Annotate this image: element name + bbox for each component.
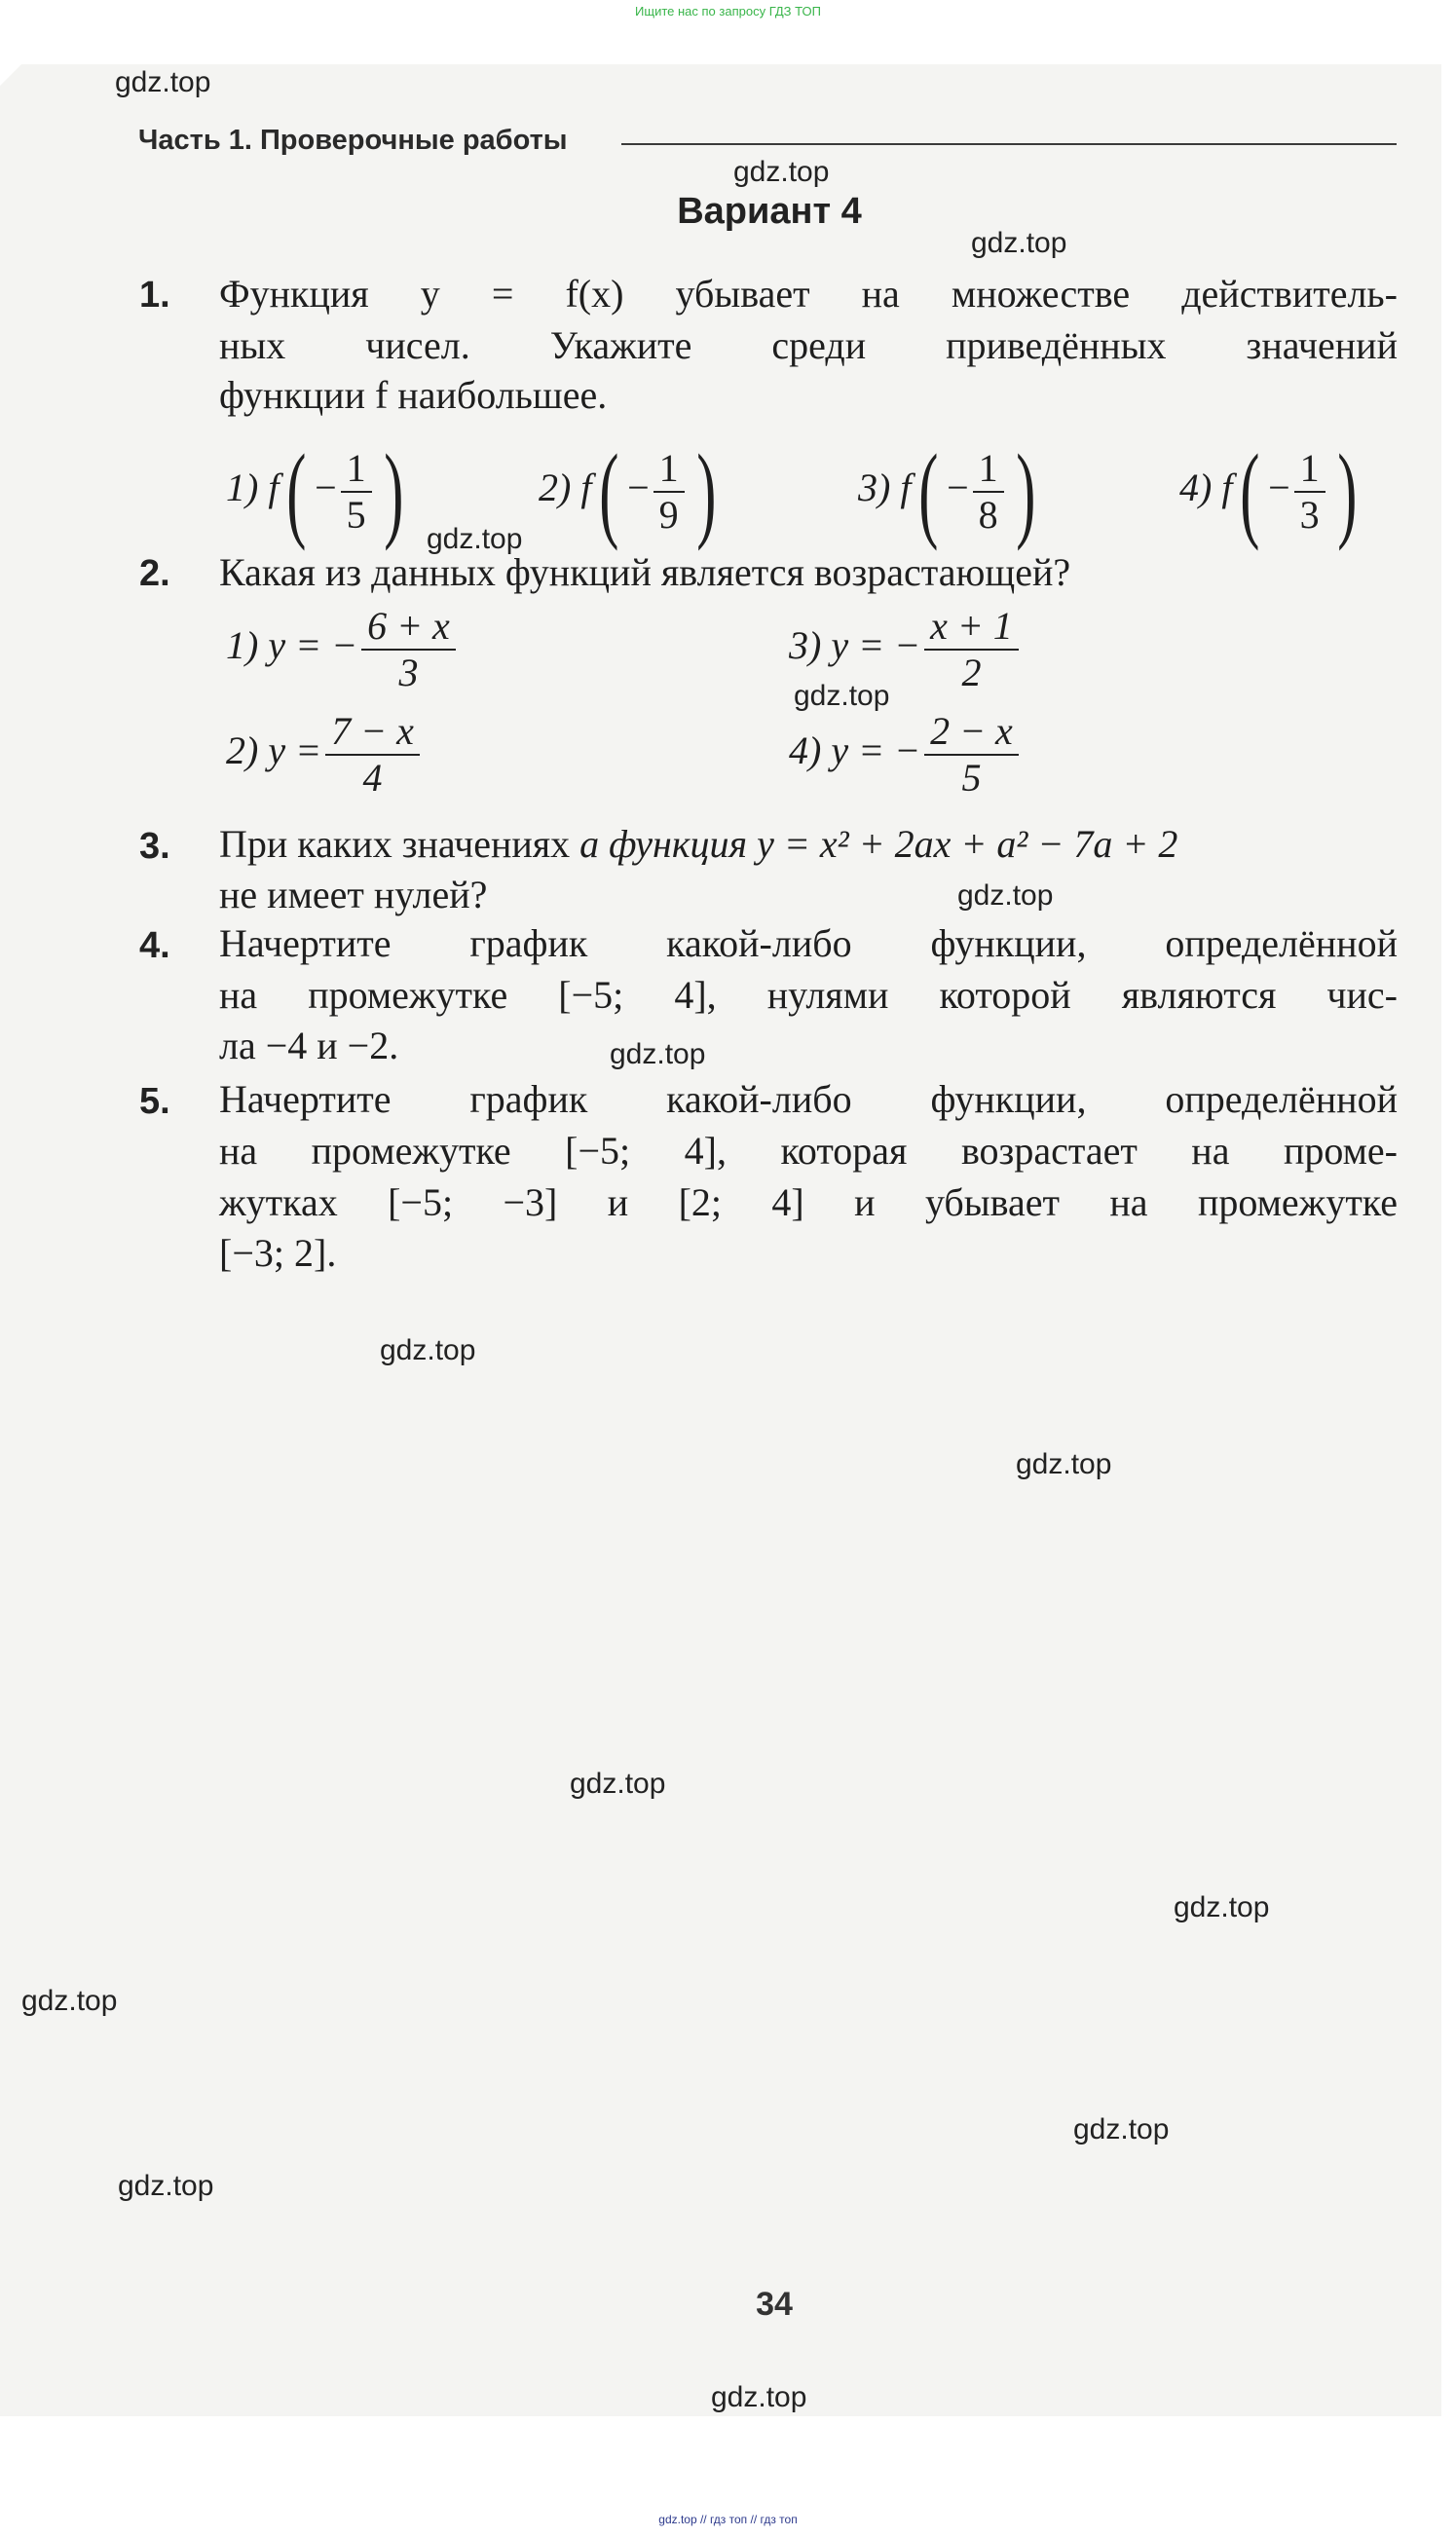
watermark: gdz.top [957, 879, 1054, 912]
q2-option-1 [226, 604, 460, 695]
fraction-numerator: 1 [653, 446, 685, 493]
fraction-denominator: 5 [961, 756, 982, 800]
question-4-number: 4. [139, 925, 170, 966]
fraction-numerator: 1 [341, 446, 372, 493]
q2-option-4 [789, 709, 1023, 801]
question-2-line-1: Какая из данных функций является возрастающей? [219, 550, 1071, 594]
q1-option-2-sign: − [627, 466, 650, 510]
paren-open: ( [286, 432, 307, 551]
q1-option-1-label: 1) f [226, 466, 280, 510]
fraction-numerator: 1 [1294, 446, 1325, 493]
question-1-number: 1. [139, 275, 170, 316]
question-4-line-3: ла −4 и −2. [219, 1024, 399, 1067]
q2-option-2 [226, 709, 424, 801]
q1-option-2 [539, 432, 724, 551]
watermark: gdz.top [610, 1038, 706, 1070]
watermark: gdz.top [711, 2381, 807, 2413]
watermark: gdz.top [794, 680, 890, 712]
watermark: gdz.top [380, 1334, 476, 1366]
question-3-line-2: не имеет нулей? [219, 873, 488, 916]
watermark: gdz.top [115, 66, 211, 98]
fraction-numerator: 2 − x [924, 709, 1019, 756]
question-5-number: 5. [139, 1081, 170, 1122]
question-4-line-1: Начертите график какой-либо функции, определённой [219, 921, 1398, 965]
fraction-numerator: x + 1 [924, 604, 1019, 651]
q1-option-4-sign: − [1268, 466, 1290, 510]
fraction-denominator: 3 [398, 651, 419, 694]
page-number: 34 [756, 2286, 793, 2323]
bottom-banner-text: gdz.top // гдз топ // гдз топ [658, 2513, 798, 2526]
question-3-var-a: a [579, 822, 600, 866]
q2-option-1-fraction [361, 604, 456, 695]
watermark: gdz.top [21, 1985, 118, 2017]
variant-title: Вариант 4 [677, 191, 862, 232]
question-1-line-2: ных чисел. Укажите среди приведённых значений [219, 323, 1398, 367]
question-4-line-2: на промежутке [−5; 4], нулями которой являются чис- [219, 973, 1398, 1017]
question-1-line-3: функции f наибольшее. [219, 373, 608, 417]
watermark: gdz.top [118, 2170, 214, 2202]
question-1-line-1: Функция y = f(x) убывает на множестве действитель- [219, 272, 1398, 316]
paren-open: ( [1240, 432, 1260, 551]
fraction-denominator: 5 [346, 493, 366, 537]
question-3-line-1 [219, 821, 1398, 867]
question-2-number: 2. [139, 553, 170, 594]
paren-close: ) [383, 432, 404, 551]
watermark: gdz.top [1016, 1448, 1112, 1480]
paren-open: ( [599, 432, 619, 551]
watermark: gdz.top [1174, 1891, 1270, 1923]
paren-open: ( [918, 432, 939, 551]
watermark: gdz.top [570, 1768, 666, 1800]
paren-close: ) [1336, 432, 1358, 551]
header-rule [621, 143, 1397, 145]
q1-option-2-fraction [653, 446, 685, 538]
fraction-denominator: 2 [961, 651, 982, 694]
q1-option-4-fraction [1294, 446, 1325, 538]
paren-close: ) [695, 432, 717, 551]
question-3-text-a: При каких значениях [219, 822, 580, 866]
paren-close: ) [1015, 432, 1036, 551]
q2-option-3-label: 3) y = − [789, 623, 921, 668]
question-5-line-4: [−3; 2]. [219, 1231, 337, 1275]
fraction-denominator: 3 [1299, 493, 1320, 537]
q1-option-1 [226, 432, 411, 551]
q2-option-1-label: 1) y = − [226, 623, 358, 668]
q2-option-4-fraction [924, 709, 1019, 801]
q1-option-4 [1179, 432, 1364, 551]
question-3-formula: функция y = x² + 2ax + a² − 7a + 2 [599, 822, 1178, 866]
watermark: gdz.top [427, 523, 523, 555]
section-header: Часть 1. Проверочные работы [138, 125, 568, 156]
question-3-number: 3. [139, 826, 170, 867]
q1-option-1-fraction [341, 446, 372, 538]
q2-option-2-label: 2) y = [226, 728, 322, 773]
fraction-denominator: 4 [362, 756, 383, 800]
q1-option-3 [858, 432, 1043, 551]
fraction-numerator: 7 − x [325, 709, 420, 756]
q1-option-2-label: 2) f [539, 466, 592, 510]
watermark: gdz.top [733, 156, 830, 188]
fraction-denominator: 8 [978, 493, 998, 537]
q1-option-3-fraction [973, 446, 1004, 538]
q2-option-2-fraction [325, 709, 420, 801]
fraction-denominator: 9 [658, 493, 679, 537]
q1-option-3-label: 3) f [858, 466, 912, 510]
page-corner-fold [0, 64, 21, 86]
q1-option-4-label: 4) f [1179, 466, 1233, 510]
top-banner-text: Ищите нас по запросу ГДЗ ТОП [635, 4, 821, 19]
watermark: gdz.top [1073, 2113, 1170, 2145]
question-5-line-3: жутках [−5; −3] и [2; 4] и убывает на промежутке [219, 1180, 1398, 1224]
q2-option-4-label: 4) y = − [789, 728, 921, 773]
watermark: gdz.top [971, 227, 1067, 259]
question-5-line-1: Начертите график какой-либо функции, определённой [219, 1077, 1398, 1121]
q1-option-1-sign: − [315, 466, 337, 510]
q1-option-3-sign: − [947, 466, 969, 510]
fraction-numerator: 1 [973, 446, 1004, 493]
q2-option-3-fraction [924, 604, 1019, 695]
question-5-line-2: на промежутке [−5; 4], которая возрастает на проме- [219, 1129, 1398, 1173]
fraction-numerator: 6 + x [361, 604, 456, 651]
